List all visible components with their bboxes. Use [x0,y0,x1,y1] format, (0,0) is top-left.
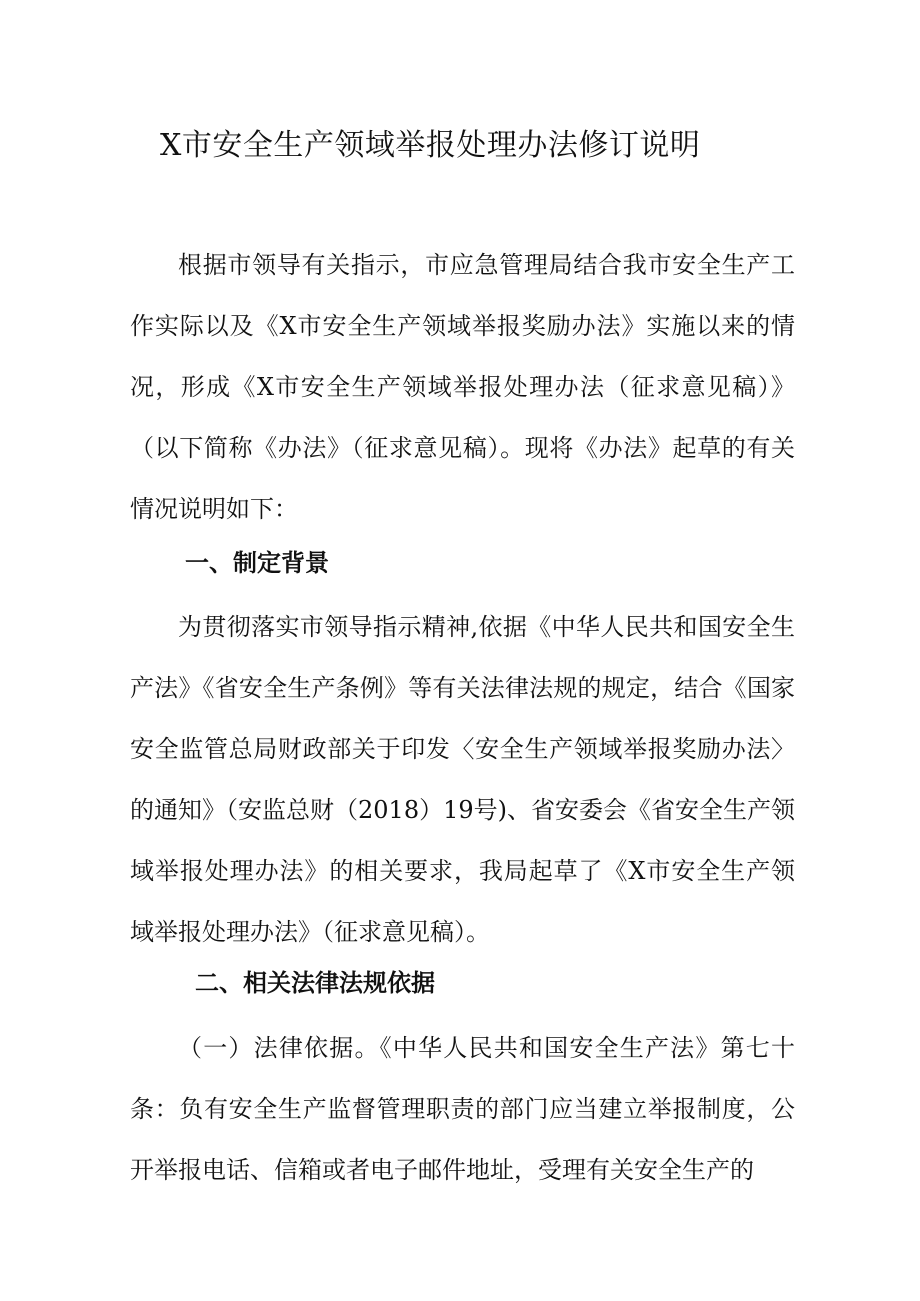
section-heading-legal-basis: 二、相关法律法规依据 [195,969,435,997]
legal-basis-paragraph: （一）法律依据。《中华人民共和国安全生产法》第七十条：负有安全生产监督管理职责的部门应当建立举报制度，公开举报电话、信箱或者电子邮件地址，受理有关安全生产的 [130,1034,795,1184]
background-paragraph: 为贯彻落实市领导指示精神,依据《中华人民共和国安全生产法》《省安全生产条例》等有关法律法规的规定，结合《国家安全监管总局财政部关于印发〈安全生产领域举报奖励办法〉的通知》（安监总财（2018）19号)、省安委会《省安全生产领域举报处理办法》的相关要求，我局起草了《X市安全生产领域举报处理办法》（征求意见稿）。 [130,613,795,946]
intro-paragraph: 根据市领导有关指示，市应急管理局结合我市安全生产工作实际以及《X市安全生产领域举报奖励办法》实施以来的情况，形成《X市安全生产领域举报处理办法（征求意见稿）》（以下简称《办法》（征求意见稿）。现将《办法》起草的有关情况说明如下： [130,251,795,523]
document-title: X市安全生产领域举报处理办法修订说明 [160,128,701,163]
section-heading-background: 一、制定背景 [185,549,329,577]
